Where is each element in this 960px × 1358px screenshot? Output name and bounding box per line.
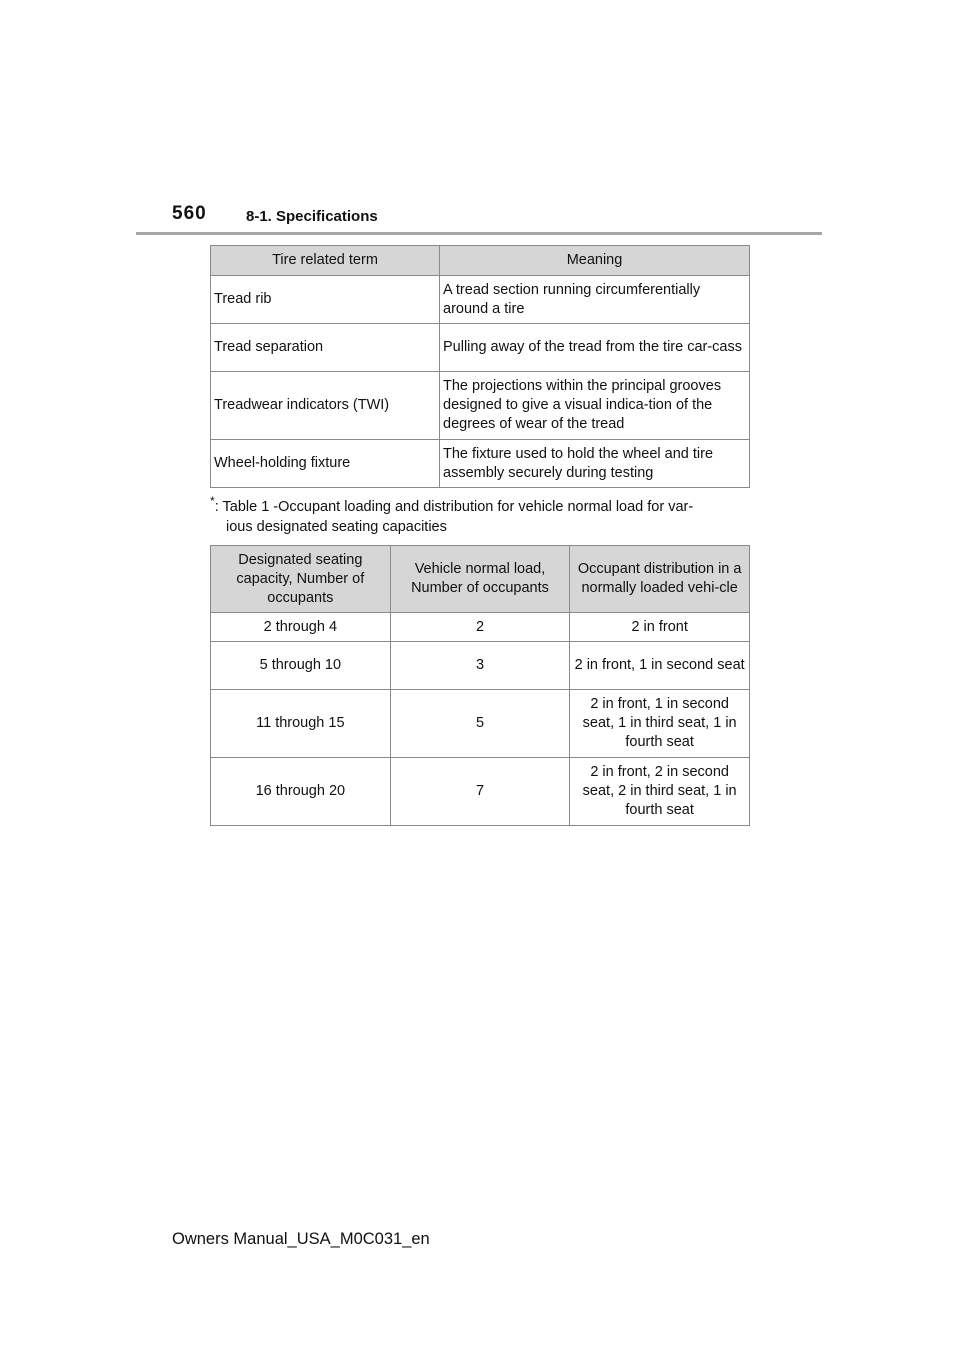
footer-manual-id: Owners Manual_USA_M0C031_en xyxy=(172,1230,430,1248)
distribution-cell: 2 in front, 2 in second seat, 2 in third seat, 1 in fourth seat xyxy=(570,758,750,826)
table-row xyxy=(211,440,750,488)
capacity-cell: 5 through 10 xyxy=(211,642,391,690)
normal-load-cell: 5 xyxy=(390,690,570,758)
meaning-cell: The fixture used to hold the wheel and tire assembly securely during testing xyxy=(440,440,750,488)
column-header-meaning: Meaning xyxy=(440,246,750,276)
table-row xyxy=(211,690,750,758)
column-header-term: Tire related term xyxy=(211,246,440,276)
footnote-marker: * xyxy=(210,494,215,508)
meaning-cell: A tread section running circumferentially around a tire xyxy=(440,276,750,324)
distribution-cell: 2 in front xyxy=(570,613,750,642)
capacity-cell: 11 through 15 xyxy=(211,690,391,758)
distribution-cell: 2 in front, 1 in second seat, 1 in third seat, 1 in fourth seat xyxy=(570,690,750,758)
normal-load-cell: 2 xyxy=(390,613,570,642)
column-header-normal-load: Vehicle normal load, Number of occupants xyxy=(390,546,570,613)
term-cell: Treadwear indicators (TWI) xyxy=(211,372,440,440)
meaning-cell: The projections within the principal grooves designed to give a visual indica-tion of the degrees of wear of the tread xyxy=(440,372,750,440)
column-header-distribution: Occupant distribution in a normally loaded vehi-cle xyxy=(570,546,750,613)
section-title: 8-1. Specifications xyxy=(246,208,378,225)
normal-load-cell: 7 xyxy=(390,758,570,826)
table-row xyxy=(211,613,750,642)
tire-terms-table xyxy=(210,245,750,488)
meaning-cell: Pulling away of the tread from the tire car-cass xyxy=(440,324,750,372)
footnote xyxy=(210,491,755,537)
occupant-loading-table xyxy=(210,545,750,826)
term-cell: Tread rib xyxy=(211,276,440,324)
footnote-line2: ious designated seating capacities xyxy=(226,518,447,535)
page-number: 560 xyxy=(172,203,207,224)
column-header-capacity: Designated seating capacity, Number of occupants xyxy=(211,546,391,613)
table-row xyxy=(211,758,750,826)
capacity-cell: 16 through 20 xyxy=(211,758,391,826)
capacity-cell: 2 through 4 xyxy=(211,613,391,642)
term-cell: Wheel-holding fixture xyxy=(211,440,440,488)
normal-load-cell: 3 xyxy=(390,642,570,690)
term-cell: Tread separation xyxy=(211,324,440,372)
distribution-cell: 2 in front, 1 in second seat xyxy=(570,642,750,690)
footnote-line1: : Table 1 -Occupant loading and distribution for vehicle normal load for var- xyxy=(214,498,694,515)
table-row xyxy=(211,276,750,324)
table-row xyxy=(211,642,750,690)
table-row xyxy=(211,324,750,372)
header-divider xyxy=(136,232,822,235)
table-row xyxy=(211,372,750,440)
